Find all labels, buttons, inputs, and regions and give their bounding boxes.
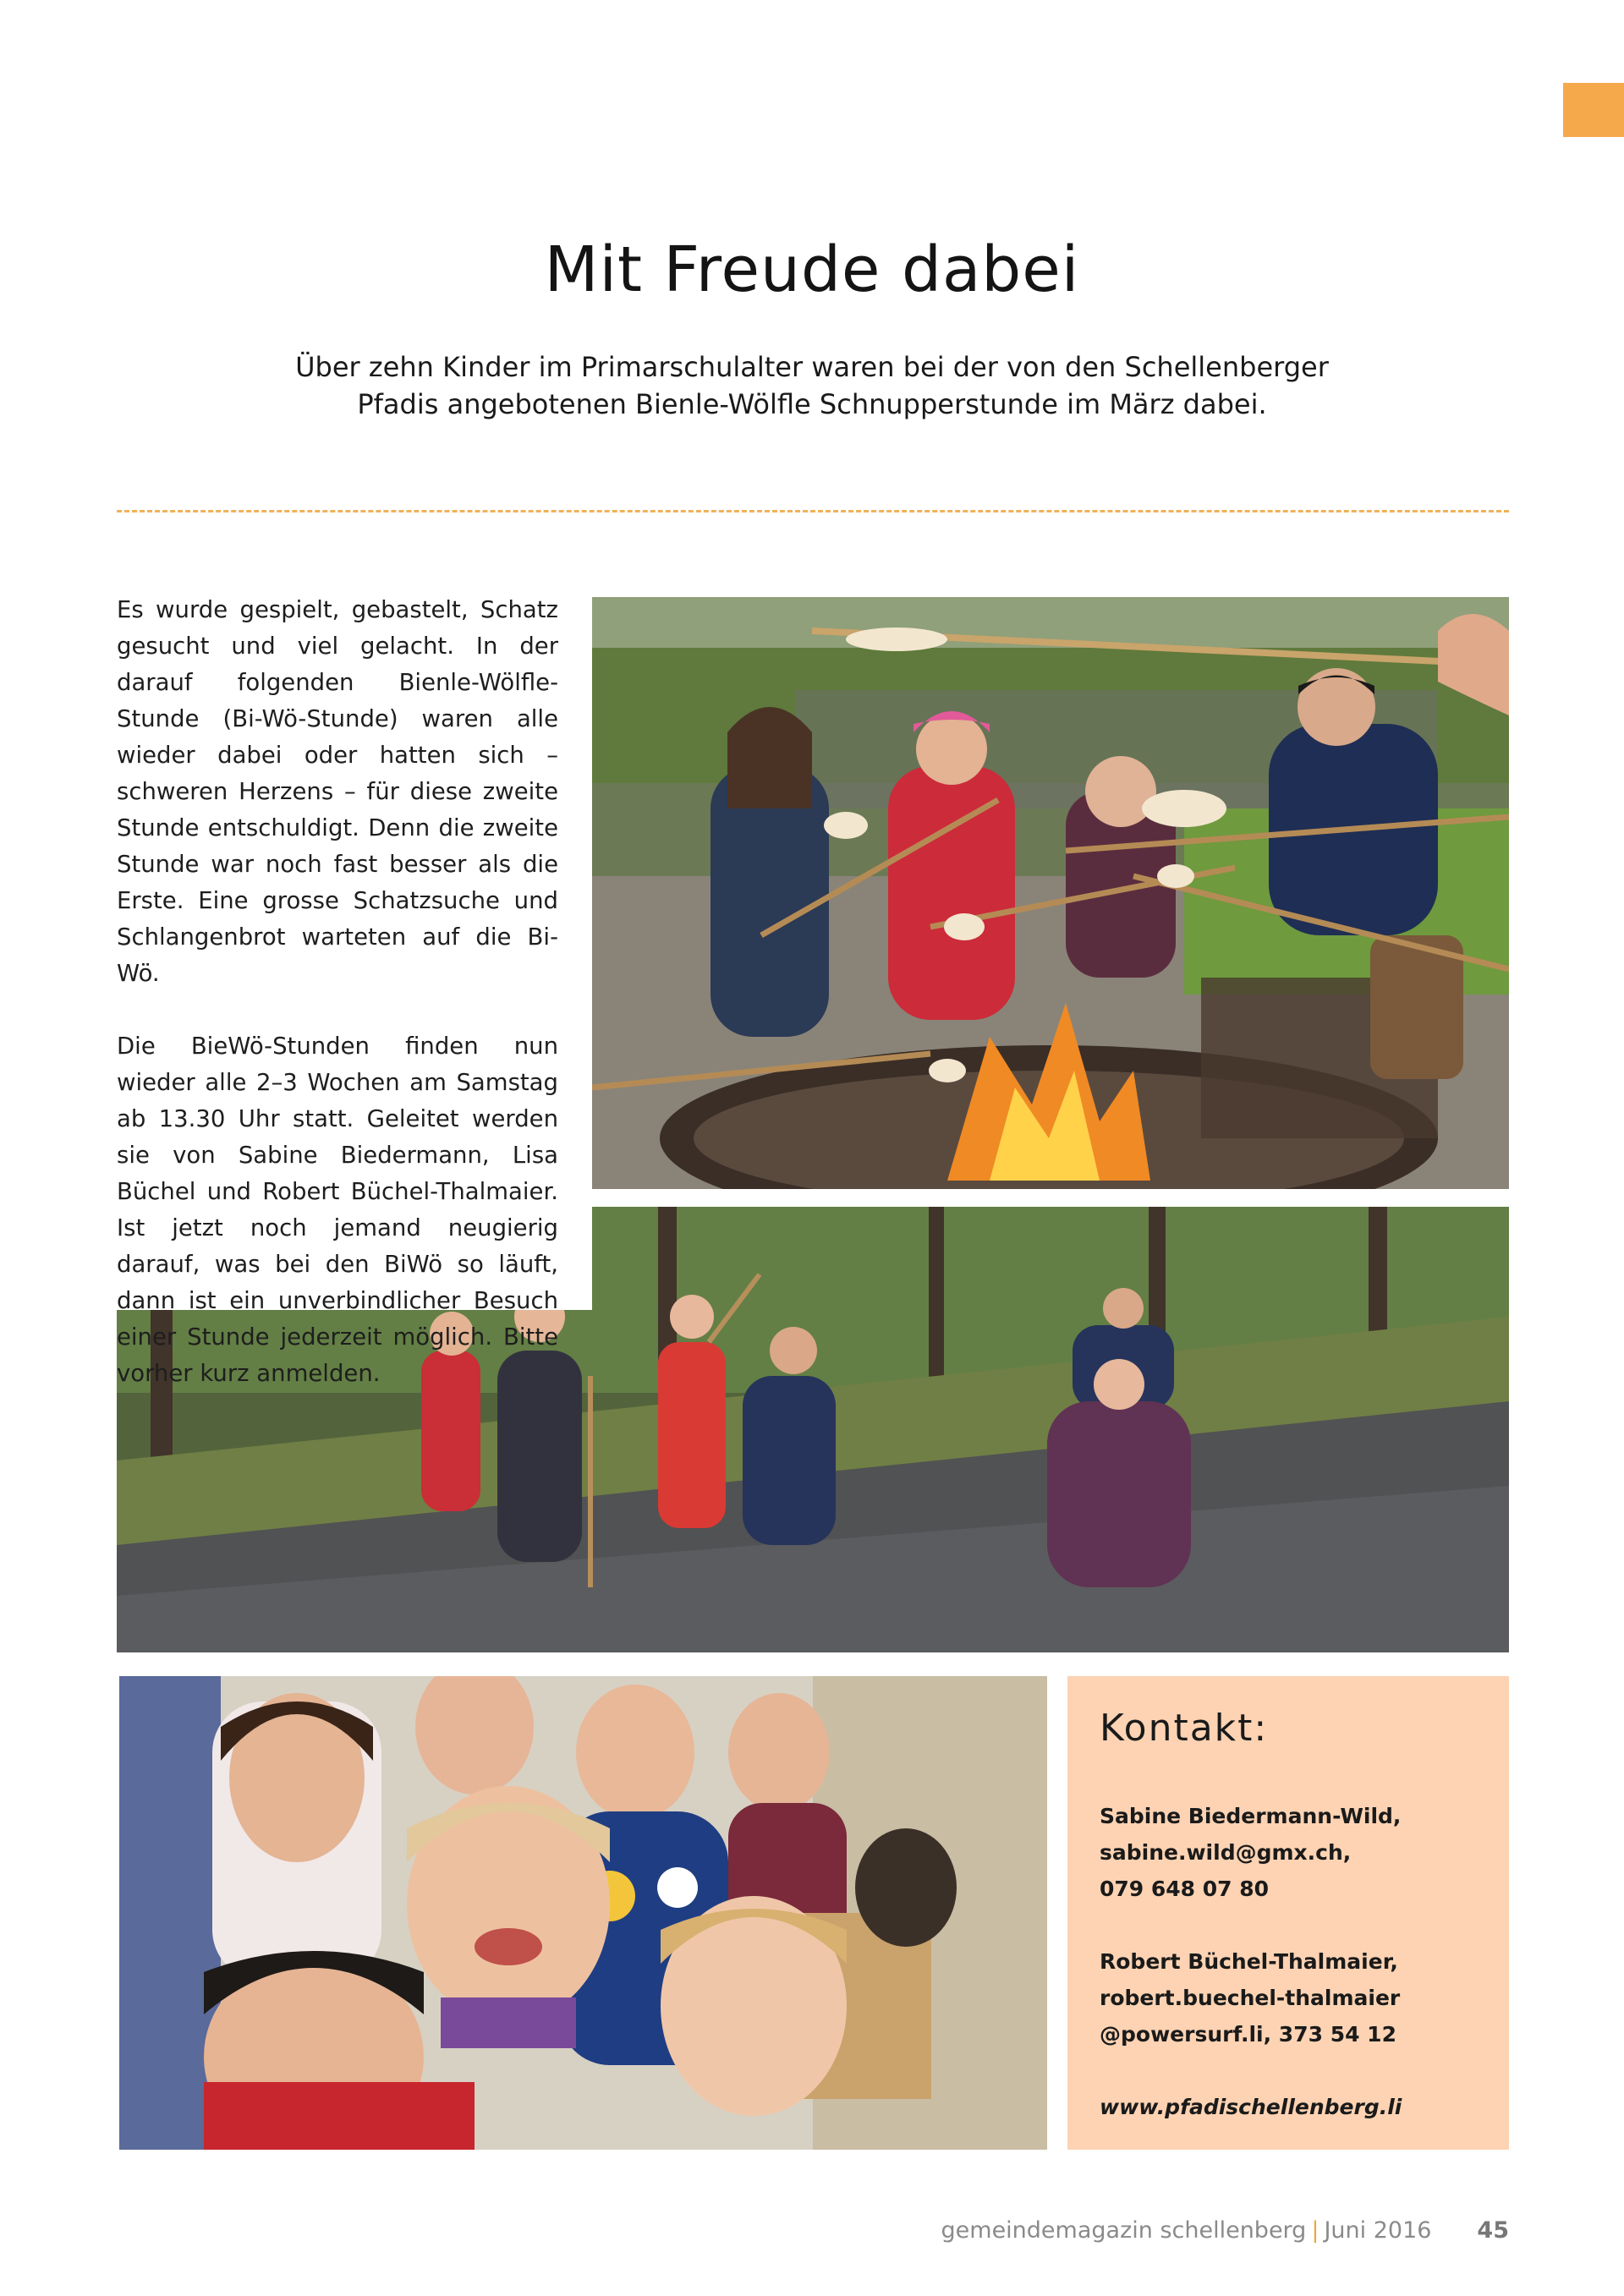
contact-person2-name: Robert Büchel-Thalmaier,: [1100, 1949, 1398, 1975]
body-paragraph-2: Die BieWö-Stunden finden nun wieder alle 2–3 Wochen am Samstag ab 13.30 Uhr statt. Geleitet werden sie von Sabine Biedermann, Lisa Büchel und Robert Büchel-Thalmaier. Ist jetzt noch jemand neugierig darauf, was bei den BiWö so läuft, dann ist ein unverbindlicher Besuch einer Stunde jederzeit möglich. Bitte vorher kurz anmelden.: [117, 1033, 558, 1387]
campfire-photo: [592, 597, 1509, 1189]
contact-person2-email-line1[interactable]: robert.buechel-thalmaier: [1100, 1986, 1401, 2011]
contact-person1-phone: 079 648 07 80: [1100, 1877, 1270, 1902]
page-footer: [941, 2217, 1509, 2244]
page-number: 45: [1477, 2217, 1509, 2244]
article-title: Mit Freude dabei: [544, 233, 1080, 306]
contact-website-link[interactable]: www.pfadischellenberg.li: [1100, 2095, 1402, 2120]
footer-separator: |: [1311, 2217, 1320, 2244]
article-lead: [0, 348, 1624, 423]
campfire-photo-image: [592, 597, 1509, 1189]
children-closeup-photo: [119, 1676, 1047, 2150]
contact-person1-name: Sabine Biedermann-Wild,: [1100, 1804, 1402, 1829]
contact-person2-email-line2[interactable]: @powersurf.li, 373 54 12: [1100, 2022, 1396, 2047]
contact-person1-email[interactable]: sabine.wild@gmx.ch,: [1100, 1840, 1352, 1866]
footer-magazine-name: gemeindemagazin schellenberg: [941, 2217, 1307, 2244]
footer-issue: Juni 2016: [1324, 2217, 1432, 2244]
contact-spacer: [1100, 2052, 1477, 2089]
section-marker-tab: [1563, 83, 1624, 137]
contact-spacer: [1100, 1907, 1477, 1943]
dashed-divider: [117, 510, 1509, 512]
children-closeup-photo-image: [119, 1676, 1047, 2150]
lead-line-1: Über zehn Kinder im Primarschulalter waren bei der von den Schellenberger: [295, 351, 1329, 383]
lead-line-2: Pfadis angebotenen Bienle-Wölfle Schnupperstunde im März dabei.: [357, 388, 1267, 420]
body-paragraph-1: Es wurde gespielt, gebastelt, Schatz gesucht und viel gelacht. In der darauf folgenden Bienle-Wölfle-Stunde (Bi-Wö-Stunde) waren alle wieder dabei oder hatten sich – schweren Herzens – für diese zweite Stunde entschuldigt. Denn die zweite Stunde war noch fast besser als die Erste. Eine grosse Schatzsuche und Schlangenbrot warteten auf die Bi-Wö.: [117, 596, 558, 987]
contact-title: Kontakt:: [1100, 1707, 1269, 1750]
contact-box: [1067, 1676, 1509, 2150]
article-body: [117, 592, 558, 1392]
